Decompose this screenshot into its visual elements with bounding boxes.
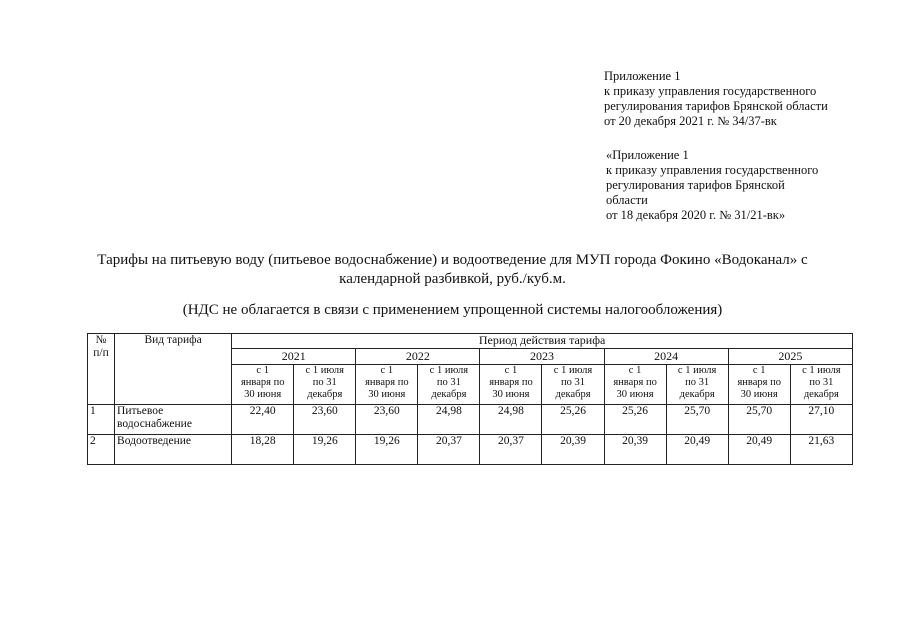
- header-year: 2021: [232, 349, 356, 365]
- appendix-line: области: [606, 193, 648, 207]
- subperiod-line: 30 июня: [616, 389, 654, 400]
- tariff-value: 25,26: [604, 405, 666, 435]
- title-line-1: Тарифы на питьевую воду (питьевое водоснабжение) и водоотведение для МУП города Фокино «Водоканал» с: [97, 252, 808, 268]
- subperiod-line: 30 июня: [740, 389, 778, 400]
- subperiod-line: декабря: [431, 389, 467, 400]
- appendix-line: от 18 декабря 2020 г. № 31/21-вк»: [606, 208, 786, 222]
- subperiod-line: с 1: [504, 365, 518, 376]
- appendix-line: регулирования тарифов Брянской области: [604, 99, 828, 113]
- subperiod-line: января по: [365, 377, 409, 388]
- subperiod-line: января по: [613, 377, 657, 388]
- table-row: [88, 405, 853, 435]
- subperiod-line: с 1: [752, 365, 766, 376]
- header-subperiod-first-half: [604, 365, 666, 405]
- row-number: 1: [88, 405, 115, 435]
- row-number: 2: [88, 435, 115, 465]
- tariff-value: 20,39: [542, 435, 604, 465]
- appendix-line: от 20 декабря 2021 г. № 34/37-вк: [604, 114, 777, 128]
- header-subperiod-second-half: [666, 365, 728, 405]
- table-header-row: [88, 334, 853, 349]
- appendix-previous-order: [606, 148, 818, 223]
- header-subperiod-second-half: [418, 365, 480, 405]
- subperiod-line: с 1 июля: [429, 365, 469, 376]
- subperiod-line: с 1 июля: [677, 365, 717, 376]
- subperiod-line: декабря: [555, 389, 591, 400]
- subperiod-line: по 31: [561, 377, 586, 388]
- header-subperiod-first-half: [356, 365, 418, 405]
- vat-note: (НДС не облагается в связи с применением упрощенной системы налогообложения): [182, 302, 723, 318]
- tariff-value: 20,49: [728, 435, 790, 465]
- subperiod-line: декабря: [307, 389, 343, 400]
- header-number-line: №: [95, 334, 107, 346]
- subperiod-line: по 31: [312, 377, 337, 388]
- row-tariff-kind-line: Водоотведение: [117, 435, 192, 447]
- subperiod-line: с 1 июля: [305, 365, 344, 376]
- header-number: [88, 334, 115, 405]
- subperiod-line: с 1: [628, 365, 642, 376]
- title-line-2: календарной разбивкой, руб./куб.м.: [339, 271, 566, 287]
- header-number-line: п/п: [93, 347, 109, 359]
- subperiod-line: декабря: [679, 389, 715, 400]
- tariff-value: 20,37: [418, 435, 480, 465]
- tariff-value: 27,10: [790, 405, 852, 435]
- tariff-value: 25,70: [666, 405, 728, 435]
- subperiod-line: с 1 июля: [553, 365, 593, 376]
- tariff-value: 23,60: [356, 405, 418, 435]
- row-tariff-kind-line: водоснабжение: [117, 418, 192, 430]
- subperiod-line: января по: [240, 377, 285, 388]
- table-row: [88, 435, 853, 465]
- header-subperiod-second-half: [790, 365, 852, 405]
- tariff-value: 20,49: [666, 435, 728, 465]
- header-year: 2022: [356, 349, 480, 365]
- header-subperiod-second-half: [542, 365, 604, 405]
- subperiod-line: января по: [489, 377, 533, 388]
- tariff-value: 25,26: [542, 405, 604, 435]
- header-tariff-kind: Вид тарифа: [115, 334, 232, 405]
- row-tariff-kind: [115, 435, 232, 465]
- subperiod-line: по 31: [685, 377, 710, 388]
- tariff-value: 19,26: [356, 435, 418, 465]
- appendix-line: «Приложение 1: [606, 148, 689, 162]
- header-subperiod-first-half: [232, 365, 294, 405]
- header-subperiod-first-half: [728, 365, 790, 405]
- subperiod-line: 30 июня: [492, 389, 530, 400]
- subperiod-line: 30 июня: [368, 389, 406, 400]
- tariff-value: 21,63: [790, 435, 852, 465]
- appendix-current-order: [604, 69, 828, 129]
- subperiod-line: 30 июня: [244, 389, 282, 400]
- header-year: 2025: [728, 349, 852, 365]
- tariff-table: [87, 333, 853, 465]
- tariff-value: 22,40: [232, 405, 294, 435]
- subperiod-line: с 1 июля: [802, 365, 841, 376]
- header-period: Период действия тарифа: [232, 334, 853, 349]
- tariff-value: 19,26: [294, 435, 356, 465]
- subperiod-line: по 31: [809, 377, 834, 388]
- header-subperiod-second-half: [294, 365, 356, 405]
- appendix-line: регулирования тарифов Брянской: [606, 178, 785, 192]
- tariff-value: 20,39: [604, 435, 666, 465]
- header-year: 2023: [480, 349, 604, 365]
- header-year: 2024: [604, 349, 728, 365]
- subperiod-line: декабря: [803, 389, 839, 400]
- tariff-value: 23,60: [294, 405, 356, 435]
- row-tariff-kind-line: Питьевое: [117, 405, 164, 417]
- tariff-value: 18,28: [232, 435, 294, 465]
- row-tariff-kind: [115, 405, 232, 435]
- tariff-value: 24,98: [418, 405, 480, 435]
- appendix-line: Приложение 1: [604, 69, 681, 83]
- appendix-line: к приказу управления государственного: [606, 163, 819, 177]
- tariff-value: 20,37: [480, 435, 542, 465]
- tariff-value: 25,70: [728, 405, 790, 435]
- tariff-value: 24,98: [480, 405, 542, 435]
- appendix-line: к приказу управления государственного: [604, 84, 817, 98]
- header-subperiod-first-half: [480, 365, 542, 405]
- subperiod-line: по 31: [436, 377, 461, 388]
- subperiod-line: с 1: [256, 365, 269, 376]
- document-title: [60, 251, 845, 289]
- subperiod-line: января по: [737, 377, 781, 388]
- subperiod-line: с 1: [380, 365, 394, 376]
